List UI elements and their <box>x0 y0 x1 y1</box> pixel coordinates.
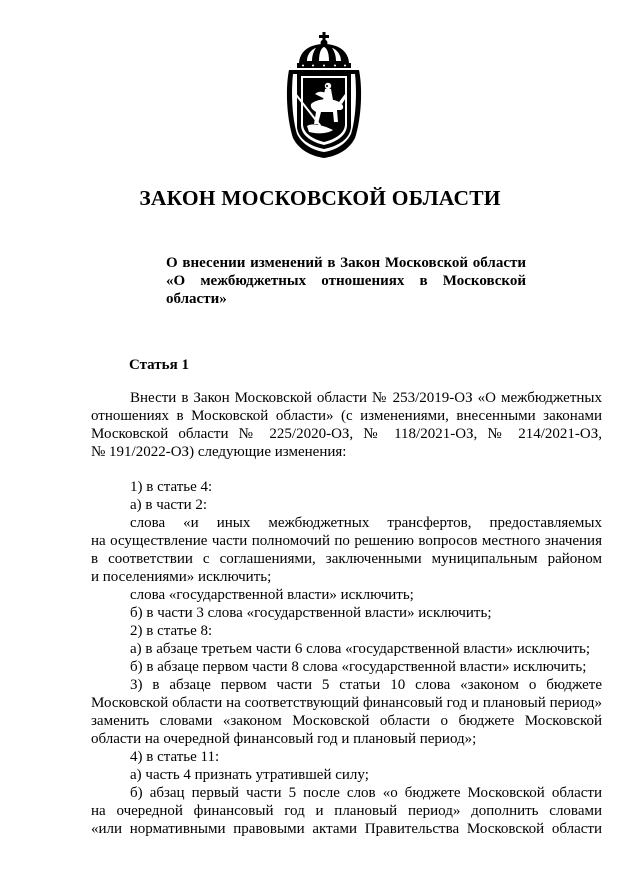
text-line: 2) в статье 8: <box>130 623 213 639</box>
law-title: ЗАКОН МОСКОВСКОЙ ОБЛАСТИ <box>139 186 501 210</box>
text-line: и поселениями» исключить; <box>91 569 272 585</box>
text-line: Московской области № 225/2020-ОЗ, № 118/2021-ОЗ, № 214/2021-ОЗ, <box>91 426 602 442</box>
subtitle-line: О внесении изменений в Закон Московской области <box>166 255 526 271</box>
text-line: б) в абзаце первом части 8 слова «государственной власти» исключить; <box>130 659 587 675</box>
text-line: 3) в абзаце первом части 5 статьи 10 слова «законом о бюджете <box>130 677 602 693</box>
text-line: б) в части 3 слова «государственной власти» исключить; <box>130 605 492 621</box>
text-line: в соответствии с соглашениями, заключенными муниципальным районом <box>91 551 602 567</box>
text-line: а) в абзаце третьем части 6 слова «государственной власти» исключить; <box>130 641 591 657</box>
text-line: а) в части 2: <box>130 497 208 513</box>
text-line: Внести в Закон Московской области № 253/2019-ОЗ «О межбюджетных <box>130 390 602 406</box>
text-line: Московской области на соответствующий финансовый год и плановый период» <box>91 695 602 711</box>
text-line: области на очередной финансовый год и плановый период»; <box>91 731 477 747</box>
subtitle-line: области» <box>166 291 227 307</box>
text-line: на очередной финансовый год и плановый период» дополнить словами <box>91 803 602 819</box>
intro-paragraph <box>91 389 602 461</box>
text-line: заменить словами «законом Московской области о бюджете Московской <box>91 713 602 729</box>
text-line: № 191/2022-ОЗ) следующие изменения: <box>91 444 347 460</box>
law-subtitle <box>166 254 526 308</box>
text-line: б) абзац первый части 5 после слов «о бюджете Московской области <box>130 785 602 801</box>
text-line: а) часть 4 признать утратившей силу; <box>130 767 369 783</box>
article-heading: Статья 1 <box>129 357 189 373</box>
subtitle-line: «О межбюджетных отношениях в Московской <box>166 273 526 289</box>
text-line: 1) в статье 4: <box>130 479 213 495</box>
text-line: отношениях в Московской области» (с изменениями, внесенными законами <box>91 408 602 424</box>
text-line: на осуществление части полномочий по решению вопросов местного значения <box>91 533 602 549</box>
text-line: 4) в статье 11: <box>130 749 220 765</box>
coat-of-arms-icon <box>283 30 365 160</box>
text-line: слова «государственной власти» исключить; <box>130 587 414 603</box>
text-line: «или нормативными правовыми актами Правительства Московской области <box>91 821 602 837</box>
amendments-list <box>91 478 602 838</box>
text-line: слова «и иных межбюджетных трансфертов, предоставляемых <box>130 515 602 531</box>
